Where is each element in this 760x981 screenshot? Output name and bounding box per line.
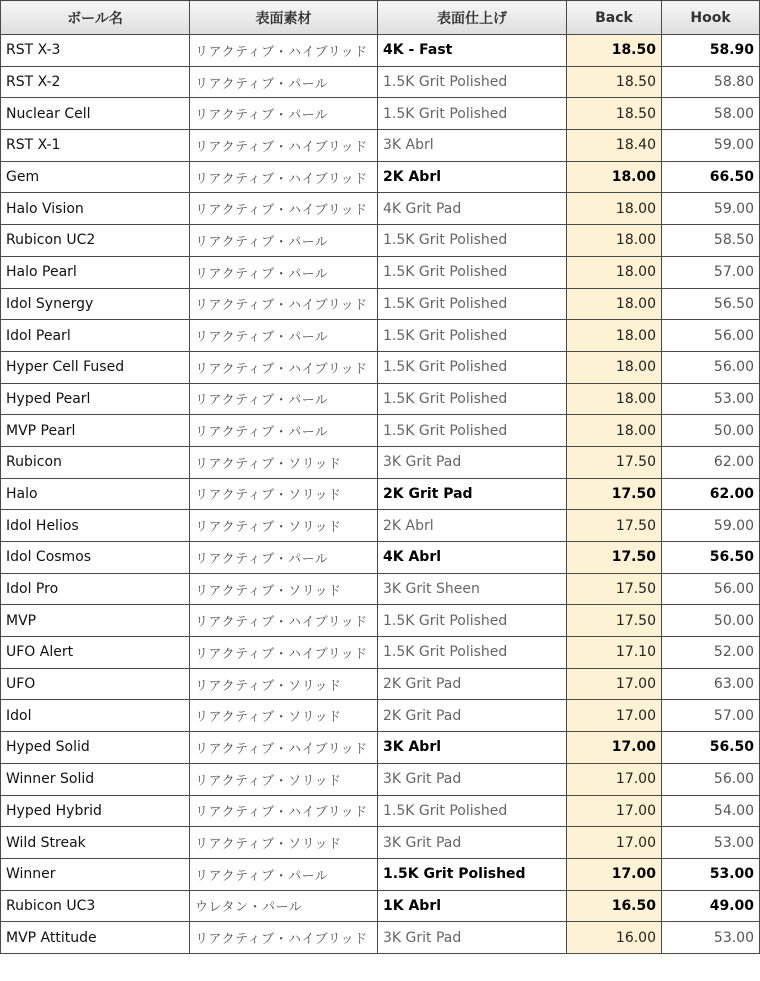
surface-finish-cell: 3K Grit Pad [378, 922, 567, 954]
header-hook: Hook [662, 1, 760, 35]
ball-name-cell: Idol Cosmos [1, 542, 190, 574]
surface-material-cell: リアクティブ・パール [190, 415, 378, 447]
ball-name-cell: RST X-1 [1, 130, 190, 162]
table-row [1, 415, 760, 447]
header-surface-finish: 表面仕上げ [378, 1, 567, 35]
surface-finish-cell: 1.5K Grit Polished [378, 256, 567, 288]
surface-finish-cell: 4K Grit Pad [378, 193, 567, 225]
hook-value-cell: 49.00 [662, 890, 760, 922]
surface-material-cell: リアクティブ・ハイブリッド [190, 288, 378, 320]
hook-value-cell: 63.00 [662, 668, 760, 700]
header-ball-name: ボール名 [1, 1, 190, 35]
ball-name-cell: Halo Vision [1, 193, 190, 225]
header-back: Back [567, 1, 662, 35]
table-row [1, 858, 760, 890]
back-value-cell: 17.50 [567, 605, 662, 637]
back-value-cell: 18.50 [567, 35, 662, 67]
hook-value-cell: 57.00 [662, 700, 760, 732]
ball-name-cell: Nuclear Cell [1, 98, 190, 130]
hook-value-cell: 59.00 [662, 193, 760, 225]
back-value-cell: 17.10 [567, 637, 662, 669]
hook-value-cell: 56.00 [662, 573, 760, 605]
ball-name-cell: Halo Pearl [1, 256, 190, 288]
back-value-cell: 17.00 [567, 732, 662, 764]
surface-material-cell: リアクティブ・パール [190, 225, 378, 257]
surface-finish-cell: 3K Grit Pad [378, 827, 567, 859]
surface-finish-cell: 3K Grit Pad [378, 446, 567, 478]
hook-value-cell: 62.00 [662, 478, 760, 510]
table-row [1, 193, 760, 225]
table-row [1, 225, 760, 257]
hook-value-cell: 53.00 [662, 827, 760, 859]
ball-name-cell: RST X-2 [1, 66, 190, 98]
table-row [1, 351, 760, 383]
surface-finish-cell: 1.5K Grit Polished [378, 351, 567, 383]
surface-finish-cell: 3K Abrl [378, 130, 567, 162]
back-value-cell: 17.00 [567, 795, 662, 827]
back-value-cell: 17.50 [567, 542, 662, 574]
table-body [1, 35, 760, 954]
surface-material-cell: リアクティブ・パール [190, 542, 378, 574]
ball-name-cell: Gem [1, 161, 190, 193]
table-row [1, 478, 760, 510]
table-row [1, 827, 760, 859]
hook-value-cell: 58.80 [662, 66, 760, 98]
back-value-cell: 17.00 [567, 858, 662, 890]
surface-material-cell: リアクティブ・ソリッド [190, 446, 378, 478]
table-row [1, 130, 760, 162]
back-value-cell: 18.00 [567, 320, 662, 352]
surface-material-cell: ウレタン・パール [190, 890, 378, 922]
table-row [1, 256, 760, 288]
surface-material-cell: リアクティブ・パール [190, 66, 378, 98]
ball-name-cell: MVP Pearl [1, 415, 190, 447]
ball-name-cell: RST X-3 [1, 35, 190, 67]
surface-material-cell: リアクティブ・ハイブリッド [190, 161, 378, 193]
back-value-cell: 17.00 [567, 668, 662, 700]
surface-material-cell: リアクティブ・ハイブリッド [190, 637, 378, 669]
back-value-cell: 18.00 [567, 193, 662, 225]
table-row [1, 700, 760, 732]
back-value-cell: 18.00 [567, 383, 662, 415]
surface-finish-cell: 1.5K Grit Polished [378, 66, 567, 98]
surface-material-cell: リアクティブ・ソリッド [190, 668, 378, 700]
hook-value-cell: 56.50 [662, 288, 760, 320]
hook-value-cell: 66.50 [662, 161, 760, 193]
table-row [1, 573, 760, 605]
surface-finish-cell: 1.5K Grit Polished [378, 415, 567, 447]
hook-value-cell: 50.00 [662, 415, 760, 447]
surface-material-cell: リアクティブ・パール [190, 858, 378, 890]
header-surface-material: 表面素材 [190, 1, 378, 35]
hook-value-cell: 56.00 [662, 763, 760, 795]
surface-material-cell: リアクティブ・パール [190, 98, 378, 130]
table-row [1, 446, 760, 478]
surface-material-cell: リアクティブ・ソリッド [190, 510, 378, 542]
ball-name-cell: Idol Pro [1, 573, 190, 605]
back-value-cell: 18.50 [567, 66, 662, 98]
surface-finish-cell: 1.5K Grit Polished [378, 320, 567, 352]
surface-material-cell: リアクティブ・パール [190, 256, 378, 288]
back-value-cell: 17.50 [567, 573, 662, 605]
table-row [1, 510, 760, 542]
surface-material-cell: リアクティブ・パール [190, 320, 378, 352]
surface-material-cell: リアクティブ・ソリッド [190, 827, 378, 859]
table-row [1, 288, 760, 320]
surface-material-cell: リアクティブ・ハイブリッド [190, 605, 378, 637]
surface-material-cell: リアクティブ・パール [190, 383, 378, 415]
back-value-cell: 18.00 [567, 415, 662, 447]
table-row [1, 66, 760, 98]
surface-finish-cell: 3K Grit Sheen [378, 573, 567, 605]
hook-value-cell: 53.00 [662, 383, 760, 415]
surface-material-cell: リアクティブ・ハイブリッド [190, 732, 378, 764]
back-value-cell: 18.00 [567, 256, 662, 288]
hook-value-cell: 54.00 [662, 795, 760, 827]
table-row [1, 35, 760, 67]
surface-finish-cell: 2K Abrl [378, 161, 567, 193]
back-value-cell: 18.00 [567, 161, 662, 193]
table-row [1, 637, 760, 669]
table-row [1, 922, 760, 954]
back-value-cell: 17.50 [567, 446, 662, 478]
back-value-cell: 16.50 [567, 890, 662, 922]
hook-value-cell: 56.50 [662, 732, 760, 764]
surface-finish-cell: 1K Abrl [378, 890, 567, 922]
ball-name-cell: MVP [1, 605, 190, 637]
back-value-cell: 17.50 [567, 510, 662, 542]
table-row [1, 763, 760, 795]
hook-value-cell: 52.00 [662, 637, 760, 669]
ball-name-cell: Rubicon UC2 [1, 225, 190, 257]
ball-name-cell: UFO [1, 668, 190, 700]
surface-finish-cell: 1.5K Grit Polished [378, 225, 567, 257]
table-row [1, 890, 760, 922]
hook-value-cell: 62.00 [662, 446, 760, 478]
ball-name-cell: Idol [1, 700, 190, 732]
ball-name-cell: Winner [1, 858, 190, 890]
surface-material-cell: リアクティブ・ハイブリッド [190, 130, 378, 162]
hook-value-cell: 58.50 [662, 225, 760, 257]
surface-material-cell: リアクティブ・ソリッド [190, 700, 378, 732]
surface-material-cell: リアクティブ・ハイブリッド [190, 795, 378, 827]
ball-name-cell: Halo [1, 478, 190, 510]
table-row [1, 795, 760, 827]
ball-name-cell: Hyped Pearl [1, 383, 190, 415]
surface-finish-cell: 2K Grit Pad [378, 478, 567, 510]
hook-value-cell: 56.00 [662, 351, 760, 383]
ball-name-cell: Idol Pearl [1, 320, 190, 352]
ball-name-cell: UFO Alert [1, 637, 190, 669]
surface-finish-cell: 3K Abrl [378, 732, 567, 764]
hook-value-cell: 57.00 [662, 256, 760, 288]
ball-name-cell: MVP Attitude [1, 922, 190, 954]
surface-finish-cell: 2K Grit Pad [378, 668, 567, 700]
back-value-cell: 16.00 [567, 922, 662, 954]
surface-material-cell: リアクティブ・ハイブリッド [190, 351, 378, 383]
hook-value-cell: 50.00 [662, 605, 760, 637]
surface-finish-cell: 3K Grit Pad [378, 763, 567, 795]
table-row [1, 383, 760, 415]
surface-finish-cell: 1.5K Grit Polished [378, 795, 567, 827]
back-value-cell: 17.00 [567, 700, 662, 732]
back-value-cell: 18.00 [567, 288, 662, 320]
table-row [1, 605, 760, 637]
surface-finish-cell: 1.5K Grit Polished [378, 858, 567, 890]
ball-name-cell: Idol Helios [1, 510, 190, 542]
surface-finish-cell: 2K Abrl [378, 510, 567, 542]
table-row [1, 542, 760, 574]
hook-value-cell: 59.00 [662, 130, 760, 162]
surface-material-cell: リアクティブ・ハイブリッド [190, 193, 378, 225]
ball-name-cell: Hyped Hybrid [1, 795, 190, 827]
ball-name-cell: Hyped Solid [1, 732, 190, 764]
ball-name-cell: Idol Synergy [1, 288, 190, 320]
surface-finish-cell: 1.5K Grit Polished [378, 288, 567, 320]
back-value-cell: 17.00 [567, 827, 662, 859]
ball-name-cell: Rubicon UC3 [1, 890, 190, 922]
table-row [1, 668, 760, 700]
surface-finish-cell: 4K - Fast [378, 35, 567, 67]
surface-finish-cell: 2K Grit Pad [378, 700, 567, 732]
surface-finish-cell: 1.5K Grit Polished [378, 605, 567, 637]
header-row [1, 1, 760, 35]
ball-name-cell: Winner Solid [1, 763, 190, 795]
hook-value-cell: 53.00 [662, 858, 760, 890]
ball-name-cell: Wild Streak [1, 827, 190, 859]
ball-name-cell: Rubicon [1, 446, 190, 478]
hook-value-cell: 53.00 [662, 922, 760, 954]
table-row [1, 320, 760, 352]
hook-value-cell: 58.00 [662, 98, 760, 130]
back-value-cell: 17.00 [567, 763, 662, 795]
back-value-cell: 17.50 [567, 478, 662, 510]
surface-finish-cell: 1.5K Grit Polished [378, 637, 567, 669]
surface-finish-cell: 1.5K Grit Polished [378, 383, 567, 415]
surface-finish-cell: 4K Abrl [378, 542, 567, 574]
surface-material-cell: リアクティブ・ソリッド [190, 573, 378, 605]
back-value-cell: 18.40 [567, 130, 662, 162]
back-value-cell: 18.00 [567, 225, 662, 257]
back-value-cell: 18.00 [567, 351, 662, 383]
table-row [1, 98, 760, 130]
back-value-cell: 18.50 [567, 98, 662, 130]
surface-material-cell: リアクティブ・ソリッド [190, 763, 378, 795]
surface-finish-cell: 1.5K Grit Polished [378, 98, 567, 130]
hook-value-cell: 56.00 [662, 320, 760, 352]
surface-material-cell: リアクティブ・ハイブリッド [190, 922, 378, 954]
hook-value-cell: 58.90 [662, 35, 760, 67]
ball-name-cell: Hyper Cell Fused [1, 351, 190, 383]
surface-material-cell: リアクティブ・ソリッド [190, 478, 378, 510]
surface-material-cell: リアクティブ・ハイブリッド [190, 35, 378, 67]
table-row [1, 161, 760, 193]
hook-value-cell: 59.00 [662, 510, 760, 542]
table-row [1, 732, 760, 764]
hook-value-cell: 56.50 [662, 542, 760, 574]
